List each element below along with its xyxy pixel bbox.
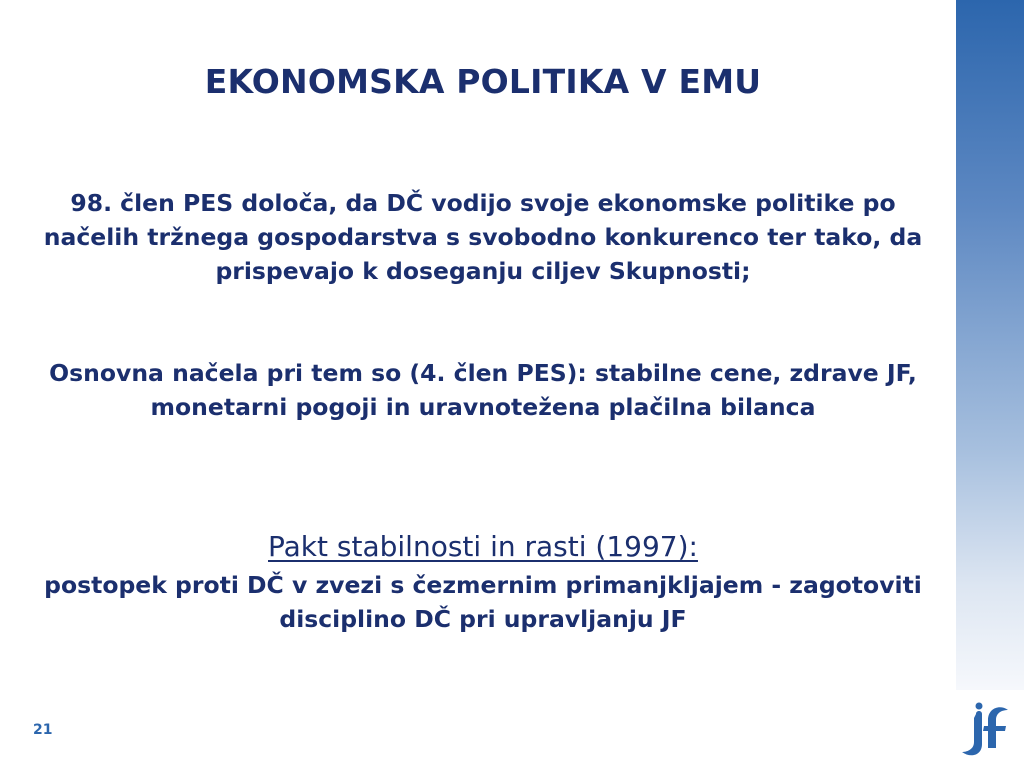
paragraph-basic-principles: Osnovna načela pri tem so (4. člen PES): stabilne cene, zdrave JF, monetarni pogoji in uravnotežena plačilna bilanca [49, 359, 917, 421]
jf-logo-icon [956, 700, 1016, 762]
paragraph-article-98: 98. člen PES določa, da DČ vodijo svoje ekonomske politike po načelih tržnega gospodarstva s svobodno konkurenco ter tako, da prispevajo k doseganju ciljev Skupnosti; [43, 189, 923, 285]
stability-pact-heading: Pakt stabilnosti in rasti (1997): [268, 530, 698, 563]
paragraph-excessive-deficit: postopek proti DČ v zvezi s čezmernim primanjkljajem - zagotoviti disciplino DČ pri upravljanju JF [44, 571, 922, 633]
decorative-side-bar [956, 0, 1024, 690]
slide-title: EKONOMSKA POLITIKA V EMU [204, 62, 762, 101]
page-number: 21 [33, 722, 53, 738]
